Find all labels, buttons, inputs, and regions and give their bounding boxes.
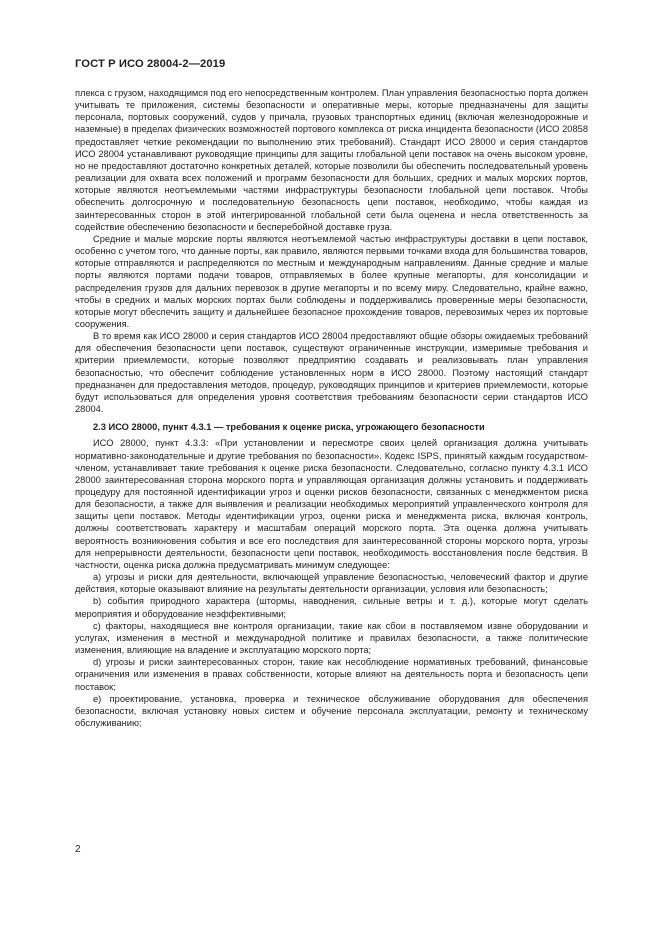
section-heading: 2.3 ИСО 28000, пункт 4.3.1 — требования к оценке риска, угрожающего безопасности <box>93 422 485 433</box>
paragraph: В то время как ИСО 28000 и серия стандартов ИСО 28004 предоставляют общие обзоры ожидаемых требований для обеспечения безопасности цепи поставок, существуют ограниченные инструкции, измеримые требования и критерии приемлемости, которые позволяют предприятию создавать и реализовывать план управления безопасностью, что обеспечит соблюдение установленных норм в ИСО 28000. Поэтому настоящий стандарт предназначен для предоставления методов, процедур, руководящих принципов и критериев приемлемости, которые будут использоваться для определения уровня соответствия требованиям безопасности серии стандартов ИСО 28004. <box>75 331 588 415</box>
list-item: d) угрозы и риски заинтересованных сторон, такие как несоблюдение нормативных требований, финансовые ограничения или изменения в правах собственности, которые влияют на деятельность порта и безопасность цепи поставок; <box>75 657 588 692</box>
document-header: ГОСТ Р ИСО 28004-2—2019 <box>75 58 226 70</box>
document-body <box>75 87 588 729</box>
list-item: b) события природного характера (штормы, наводнения, сильные ветры и т. д.), которые могут сделать мероприятия и оборудование неэффективными; <box>75 596 588 619</box>
section-intro: ИСО 28000, пункт 4.3.3: «При установлении и пересмотре своих целей организация должна учитывать нормативно-законодательные и другие требования по безопасности». Кодекс ISPS, принятый каждым государством-членом, устанавливает такие требования к оценке риска безопасности. Следовательно, согласно пункту 4.3.1 ИСО 28000 заинтересованная сторона морского порта и управляющая организация должны установить и поддерживать процедуру для постоянной идентификации угроз и оценки рисков безопасности, связанных с менеджментом риска для безопасности, а также для выявления и реализации необходимых мероприятий управленческого контроля для защиты цепи поставок. Методы идентификации угроз, оценки риска и менеджмента риска, включая контроль, должны соответствовать характеру и масштабам операций морского порта. Эта оценка должна учитывать вероятность возникновения события и все его последствия для заинтересованной стороны морского порта, угрозы для непрерывности деятельности, безопасности цепи поставок, необходимость восстановления после бедствия. В частности, оценка риска должна предусматривать минимум следующее: <box>75 438 588 570</box>
list-item: а) угрозы и риски для деятельности, включающей управление безопасностью, человеческий фактор и другие действия, которые оказывают влияние на результаты деятельности организации, условия или безопасность; <box>75 572 588 595</box>
paragraph-continuation: плекса с грузом, находящимся под его непосредственным контролем. План управления безопасностью порта должен учитывать те приложения, системы безопасности и оперативные меры, которые предназначены для защиты персонала, портовых сооружений, судов у причала, грузовых транспортных единиц (включая железнодорожные и наземные) в пределах физических возможностей портового комплекса от риска инцидента безопасности (ИСО 20858 предоставляет четкие рекомендации по выполнению этих требований). Стандарт ИСО 28000 и серия стандартов ИСО 28004 устанавливают руководящие принципы для защиты глобальной цепи поставок на очень высоком уровне, но не предоставляют достаточно конкретных деталей, которые позволили бы обеспечить последовательный уровень реализации для охвата всех положений и программ безопасности для больших, средних и малых морских портов, которые являются неотъемлемыми частями инфраструктуры безопасности глобальной цепи поставок. Чтобы обеспечить долгосрочную и последовательную безопасность цепи поставок, необходимо, чтобы каждая из заинтересованных сторон в этой интегрированной глобальной сети была оценена и несла ответственность за содействие обеспечению безопасности и бесперебойной доставке груза. <box>75 88 588 232</box>
paragraph: Средние и малые морские порты являются неотъемлемой частью инфраструктуры доставки в цепи поставок, особенно с учетом того, что данные порты, как правило, являются первыми точками входа для большинства товаров, которые отправляются и распределяются по местным и международным направлениям. Данные средние и малые порты являются портами подачи товаров, отправляемых в более крупные мегапорты, для консолидации и распределения грузов для дальних перевозок в другие мегапорты и по всему миру. Следовательно, крайне важно, чтобы в средних и малых морских портах были соблюдены и поддерживались проверенные меры безопасности, которые могут обеспечить защиту и дальнейшее безопасное прохождение товаров, перевозимых через их портовые сооружения. <box>75 233 588 329</box>
list-item: е) проектирование, установка, проверка и техническое обслуживание оборудования для обеспечения безопасности, включая установку новых систем и обучение персонала эксплуатации, ремонту и техническому обслуживанию; <box>75 693 588 728</box>
page-number: 2 <box>75 844 81 855</box>
list-item: с) факторы, находящиеся вне контроля организации, такие как сбои в поставляемом извне оборудовании и услугах, изменения в местной и международной политике и правилах безопасности, а также политические изменения, влияющие на владение и эксплуатацию морского порта; <box>75 620 588 656</box>
